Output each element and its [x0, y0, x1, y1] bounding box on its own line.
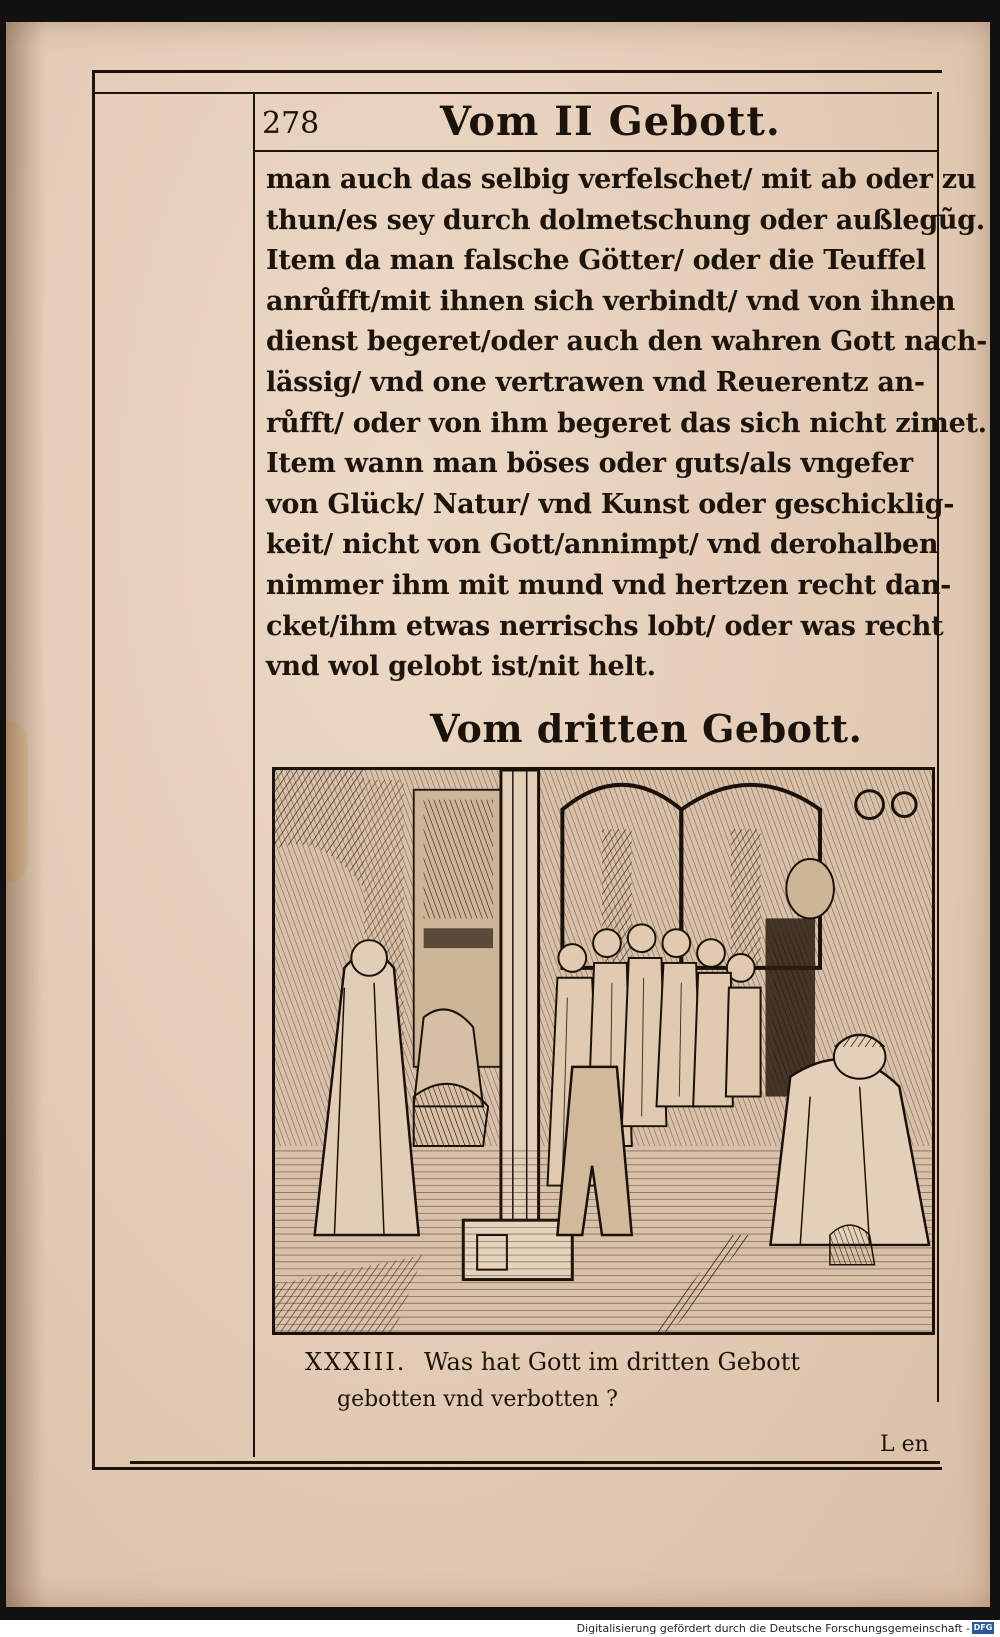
body-text: [266, 160, 988, 688]
footer-credit: Digitalisierung gefördert durch die Deutsche Forschungsgemeinschaft -: [576, 1622, 970, 1635]
text-line: thun/es sey durch dolmetschung oder außlegũg.: [266, 204, 985, 236]
woodcut-church-scene: [275, 770, 932, 1332]
caption-line-1: Was hat Gott im dritten Gebott: [423, 1348, 801, 1376]
dfg-logo: DFG: [973, 1623, 993, 1632]
section-heading: Vom dritten Gebott.: [430, 706, 863, 751]
figure-caption: [305, 1344, 925, 1418]
caption-line-2: gebotten vnd verbotten ?: [337, 1387, 618, 1412]
text-line: Item wann man böses oder guts/als vngefer: [266, 448, 913, 480]
running-head: Vom II Gebott.: [440, 98, 781, 145]
text-line: růfft/ oder von ihm begeret das sich nicht zimet.: [266, 407, 987, 439]
text-line: lässig/ vnd one vertrawen vnd Reuerentz an-: [266, 366, 925, 398]
text-line: anrůfft/mit ihnen sich verbindt/ vnd von ihnen: [266, 285, 956, 317]
page-number: 278: [262, 106, 320, 141]
frame-bottom-rule: [130, 1461, 940, 1464]
margin-rule: [253, 92, 255, 1457]
text-line: nimmer ihm mit mund vnd hertzen recht dan-: [266, 569, 952, 601]
running-head-rule: [253, 150, 937, 152]
caption-number: XXXIII.: [305, 1348, 407, 1376]
text-line: vnd wol gelobt ist/nit helt.: [266, 651, 656, 683]
text-line: von Glück/ Natur/ vnd Kunst oder geschicklig-: [266, 488, 955, 520]
frame-top-rule: [92, 92, 932, 94]
text-line: man auch das selbig verfelschet/ mit ab oder zu: [266, 164, 977, 195]
woodcut-illustration: [272, 767, 935, 1335]
text-line: keit/ nicht von Gott/annimpt/ vnd derohalben: [266, 529, 939, 561]
text-line: dienst begeret/oder auch den wahren Gott nach-: [266, 326, 988, 358]
signature-mark: L en: [880, 1432, 929, 1457]
text-line: cket/ihm etwas nerrischs lobt/ oder was recht: [266, 610, 944, 642]
page-edge-stain: [6, 722, 28, 882]
text-line: Item da man falsche Götter/ oder die Teuffel: [266, 245, 926, 277]
